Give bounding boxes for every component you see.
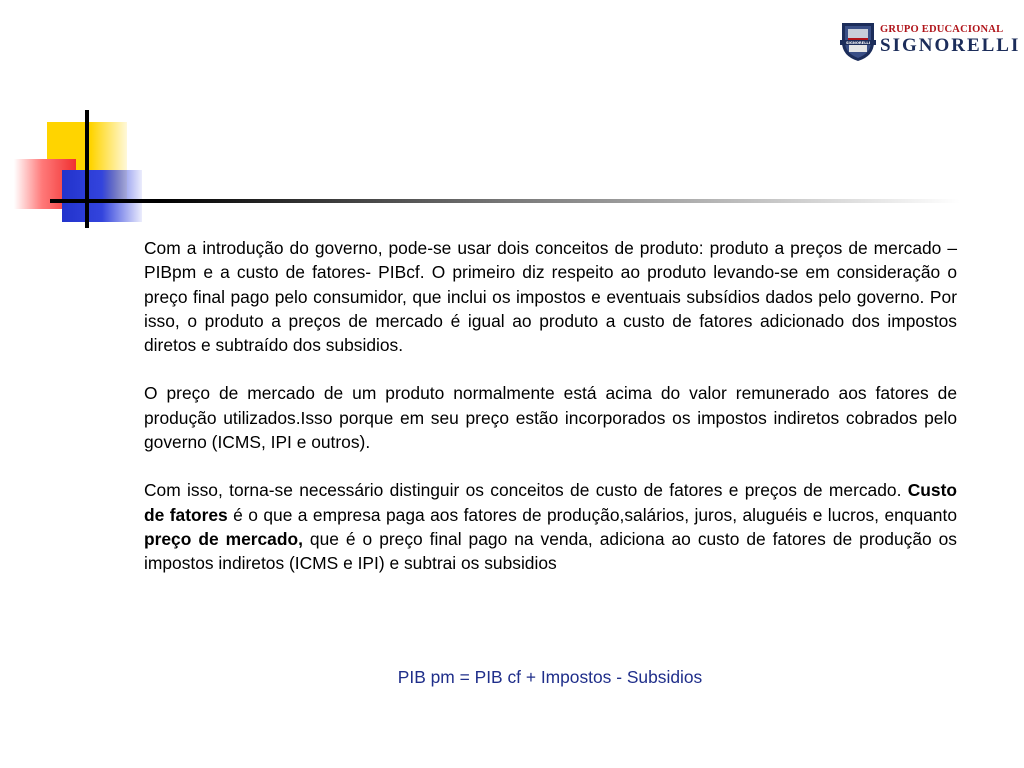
term-preco-de-mercado: preço de mercado, xyxy=(144,528,303,549)
paragraph-1: Com a introdução do governo, pode-se usar dois conceitos de produto: produto a preços de mercado – PIBpm e a custo de fatores- PIBcf. O primeiro diz respeito ao produto levando-se em consideração o preço final pago pelo consumidor, que inclui os impostos e eventuais subsídios dados pelo governo. Por isso, o produto a preços de mercado é igual ao produto a custo de fatores adicionado dos impostos diretos e subtraído dos subsidios. xyxy=(144,238,957,356)
signorelli-logo xyxy=(840,20,1021,64)
shield-logo-icon xyxy=(840,20,876,62)
logo-line1: GRUPO EDUCACIONAL xyxy=(880,24,1004,35)
term-custo-de-fatores: Custo de fatores xyxy=(144,480,957,525)
decor-horizontal-line xyxy=(50,199,960,203)
paragraph-3-end: que é o preço final pago na venda, adiciona ao custo de fatores de produção os impostos indiretos (ICMS e IPI) e subtrai os subsidios xyxy=(144,528,958,574)
paragraph-3-middle: é o que a empresa paga aos fatores de produção,salários, juros, aluguéis e lucros, enquanto xyxy=(227,504,957,525)
paragraph-3-intro: Com isso, torna-se necessário distinguir os conceitos de custo de fatores e preços de mercado. xyxy=(144,480,908,501)
shield-text: SIGNORELLI xyxy=(845,40,871,45)
formula: PIB pm = PIB cf + Impostos - Subsidios xyxy=(397,667,703,687)
decor-vertical-line xyxy=(85,110,89,228)
decor-blue-square xyxy=(62,170,142,222)
main-text xyxy=(144,236,957,600)
paragraph-3 xyxy=(144,478,957,575)
logo-line2: SIGNORELLI xyxy=(880,35,1021,56)
paragraph-2: O preço de mercado de um produto normalmente está acima do valor remunerado aos fatores de produção utilizados.Isso porque em seu preço estão incorporados os impostos indiretos cobrados pelo governo (ICMS, IPI e outros). xyxy=(144,383,957,453)
